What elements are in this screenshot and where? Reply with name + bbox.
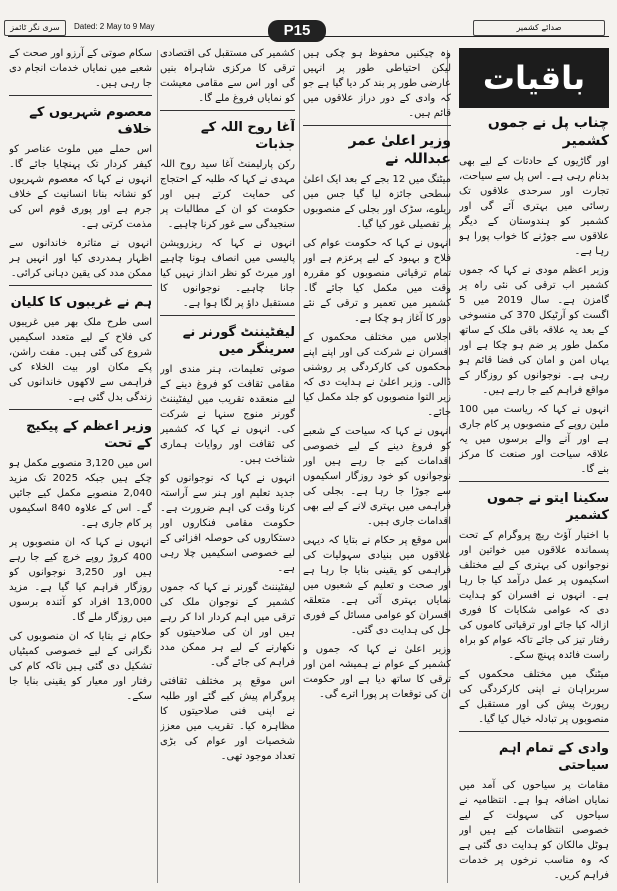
article-paragraph: انہوں نے کہا کہ ریاست میں 100 ملین روپے کے منصوبوں پر کام جاری ہے اور آنے والے برسوں میں یہ علاقہ سیاحت اور صنعت کا مرکز بنے گا۔ (459, 404, 609, 475)
section-label-left: سری نگر ٹائمز (4, 20, 66, 36)
article-paragraph: با اختیار آؤٹ ریچ پروگرام کے تحت پسماندہ علاقوں میں خواتین اور نوجوانوں کی بہتری کے لیے مختلف اسکیموں پر عمل درآمد کیا جا رہا ہے۔ انہوں نے افسران کو ہدایت دی کہ عوامی شکایات کا فوری ازالہ کیا جائے اور ترقیاتی کاموں کی رفتار تیز کی جائے تاکہ عوام کو براہ راست فائدہ پہنچ سکے۔ (459, 530, 609, 661)
article-paragraph: حکام نے بتایا کہ ان منصوبوں کی نگرانی کے لیے خصوصی کمیٹیاں تشکیل دی گئی ہیں تاکہ کام کی رفتار اور معیار کو یقینی بنایا جا سکے۔ (9, 631, 152, 702)
article-paragraph: سکام صوتی کے آرزو اور صحت کے شعبے میں نمایاں خدمات انجام دی جا رہی ہیں۔ (9, 48, 152, 89)
page-header (0, 0, 617, 46)
page-number-badge: P15 (268, 20, 326, 42)
article-paragraph: انہوں نے کہا کہ حکومت عوام کی فلاح و بہبود کے لیے پرعزم ہے اور تمام ترقیاتی منصوبوں کو مقررہ وقت میں مکمل کیا جائے گا۔ کشمیر میں تعمیر و ترقی کے نئے دور کا آغاز ہو چکا ہے۔ (303, 238, 451, 324)
column-4 (9, 46, 152, 885)
article-heading: ہم نے غریبوں کا کلیان (10, 295, 152, 310)
article-paragraph: میٹنگ میں 12 بجے کے بعد ایک اعلیٰ سطحی جائزہ لیا گیا جس میں ریلوے، سڑک اور بجلی کے منصوبوں پر تفصیلی غور کیا گیا۔ (303, 174, 451, 230)
article-heading: وزیر اعلیٰ عمر عبداللہ نے (348, 133, 451, 167)
column-divider (157, 50, 158, 883)
section-label-right: صدائے کشمیر (473, 20, 605, 36)
article-paragraph: وزیر اعلیٰ نے کہا کہ جموں و کشمیر کے عوام نے ہمیشہ امن اور ترقی کا ساتھ دیا ہے اور حکومت ان کی توقعات پر پورا اترے گی۔ (303, 644, 451, 700)
article-paragraph: انہوں نے کہا کہ ان منصوبوں پر 400 کروڑ روپے خرچ کیے جا رہے ہیں اور 3,250 نوجوانوں کو روزگار فراہم کیا گیا ہے۔ مزید 13,000 افراد کو آئندہ برسوں میں روزگار ملے گا۔ (9, 537, 152, 623)
article-paragraph: کشمیر کی مستقبل کی اقتصادی ترقی کا مرکزی شاہراہ بنیں گی اور اس سے مقامی معیشت کو نمایاں فروغ ملے گا۔ (160, 48, 295, 104)
article-divider (459, 731, 609, 732)
article-paragraph: اس میں 3,120 منصوبے مکمل ہو چکے ہیں جبکہ 2025 تک مزید 2,040 منصوبے مکمل کیے جائیں گے۔ اس کے علاوہ 840 اسکیموں پر کام جاری ہے۔ (9, 458, 152, 529)
article-divider (303, 125, 451, 126)
column-3 (160, 46, 295, 885)
article-paragraph: انہوں نے کہا کہ نوجوانوں کو جدید تعلیم اور ہنر سے آراستہ کرنا وقت کی اہم ضرورت ہے۔ حکومت مقامی فنکاروں اور دستکاروں کی حوصلہ افزائی کے لیے خصوصی اسکیمیں چلا رہی ہے۔ (160, 473, 295, 574)
article-heading: آغا روح اللہ کے جذبات (200, 120, 295, 152)
article-paragraph: اس موقع پر حکام نے بتایا کہ دیہی علاقوں میں بنیادی سہولیات کی فراہمی کو یقینی بنایا جا رہا ہے اور صحت و تعلیم کے شعبوں میں نمایاں بہتری آئی ہے۔ متعلقہ افسران کو عوامی مسائل کے فوری حل کی ہدایت دی گئی۔ (303, 535, 451, 636)
article-divider (459, 481, 609, 482)
article-divider (160, 315, 295, 316)
column-1 (459, 46, 609, 885)
article-paragraph: انہوں نے کہا کہ ریزرویشن پالیسی میں انصاف ہونا چاہیے اور میرٹ کو نظر انداز نہیں کیا جانا چاہیے۔ نوجوانوں کا مستقبل داؤ پر لگا ہوا ہے۔ (160, 238, 295, 309)
column-divider (299, 50, 300, 883)
article-paragraph: صوتی تعلیمات، ہنر مندی اور مقامی ثقافت کو فروغ دینے کے لیے منعقدہ تقریب میں لیفٹیننٹ گورنر منوج سنہا نے شرکت کی۔ انہوں نے کہا کہ کشمیر کی ثقافت اور روایات ہماری شناخت ہیں۔ (160, 364, 295, 465)
article-paragraph: رکن پارلیمنٹ آغا سید روح اللہ مہدی نے کہا کہ طلبہ کے احتجاج کی حمایت کرتے ہیں اور حکومت کو ان کے مطالبات پر سنجیدگی سے غور کرنا چاہیے۔ (160, 159, 295, 230)
article-heading: وادی کے تمام اہم سیاحتی (498, 741, 609, 773)
article-heading: چناب پل نے جموں کشمیر (487, 115, 609, 149)
issue-date: Dated: 2 May to 9 May (74, 22, 155, 31)
article-paragraph: انہوں نے متاثرہ خاندانوں سے اظہار ہمدردی کیا اور انہیں ہر ممکن مدد کی یقین دہانی کرائی۔ (9, 238, 152, 279)
article-divider (9, 285, 152, 286)
article-paragraph: اور گاڑیوں کے حادثات کے لیے بھی بدنام رہی ہے۔ اس پل سے سیاحت، تجارت اور سرحدی علاقوں تک رسائی میں بہتری آئے گی اور کشمیر کو ہندوستان کے دیگر علاقوں سے جوڑنے کا خواب پورا ہو رہا ہے۔ (459, 156, 609, 257)
article-paragraph: انہوں نے کہا کہ سیاحت کے شعبے کو فروغ دینے کے لیے خصوصی اقدامات کیے جا رہے ہیں اور نوجوانوں کو خود روزگار اسکیموں سے جوڑا جا رہا ہے۔ بجلی کی فراہمی میں بہتری لانے کے لیے بھی اقدامات جاری ہیں۔ (303, 426, 451, 527)
article-divider (9, 95, 152, 96)
column-2 (303, 46, 451, 885)
header-divider (8, 36, 609, 37)
article-heading: لیفٹیننٹ گورنر نے سرینگر میں (182, 325, 295, 357)
article-paragraph: اس حملے میں ملوث عناصر کو کیفر کردار تک پہنچایا جائے گا۔ انہوں نے کہا کہ معصوم شہریوں کو نشانہ بنانا انسانیت کے خلاف جرم ہے اور پوری قوم اس کی مذمت کرتی ہے۔ (9, 144, 152, 230)
article-divider (9, 409, 152, 410)
article-heading: معصوم شہریوں کے خلاف (29, 105, 152, 137)
section-banner: باقیات (459, 48, 609, 108)
article-heading: سکینا ایتو نے جموں کشمیر (486, 491, 609, 523)
article-divider (160, 110, 295, 111)
article-paragraph: مقامات پر سیاحوں کی آمد میں نمایاں اضافہ ہوا ہے۔ انتظامیہ نے سیاحوں کی سہولت کے لیے خصوصی انتظامات کیے ہیں اور ہوٹل مالکان کو ہدایت دی گئی ہے کہ وہ مناسب نرخوں پر خدمات فراہم کریں۔ (459, 780, 609, 881)
article-paragraph: اجلاس میں مختلف محکموں کے افسران نے شرکت کی اور اپنے اپنے محکموں کی کارکردگی پر روشنی ڈالی۔ وزیر اعلیٰ نے ہدایت دی کہ زیر التوا منصوبوں کو جلد مکمل کیا جائے۔ (303, 332, 451, 418)
article-paragraph: اس موقع پر مختلف ثقافتی پروگرام پیش کیے گئے اور طلبہ نے اپنی فنی صلاحیتوں کا مظاہرہ کیا۔ تقریب میں معزز شخصیات اور عوام کی بڑی تعداد موجود تھی۔ (160, 676, 295, 762)
article-heading: وزیر اعظم کے پیکیج کے تحت (26, 419, 152, 451)
article-paragraph: وہ چیکنیں محفوظ ہو چکی ہیں لیکن احتیاطی طور پر انہیں عارضی طور پر بند کر دیا گیا ہے جو کہ وادی کے دور دراز علاقوں میں قائم ہیں۔ (303, 48, 451, 119)
article-paragraph: لیفٹیننٹ گورنر نے کہا کہ جموں کشمیر کے نوجوان ملک کی ترقی میں اہم کردار ادا کر رہے ہیں اور ان کی صلاحیتوں کو نکھارنے کے لیے ہر ممکن مدد فراہم کی جائے گی۔ (160, 582, 295, 668)
article-paragraph: وزیر اعظم مودی نے کہا کہ جموں کشمیر اب ترقی کی نئی راہ پر گامزن ہے۔ سال 2019 میں 5 اگست کو آرٹیکل 370 کی منسوخی کے بعد یہ علاقہ باقی ملک کے ساتھ مکمل طور پر ضم ہو چکا ہے اور یہاں امن و امان کی فضا قائم ہو رہی ہے۔ نوجوانوں کو روزگار کے مواقع فراہم کیے جا رہے ہیں۔ (459, 265, 609, 396)
article-paragraph: اسی طرح ملک بھر میں غریبوں کی فلاح کے لیے متعدد اسکیمیں شروع کی گئی ہیں۔ مفت راشن، پکے مکان اور بیت الخلاء کی فراہمی سے لاکھوں خاندانوں کی زندگی بدل گئی ہے۔ (9, 317, 152, 403)
article-paragraph: میٹنگ میں مختلف محکموں کے سربراہان نے اپنی کارکردگی کی رپورٹ پیش کی اور مستقبل کے منصوبوں پر تبادلہ خیال کیا گیا۔ (459, 669, 609, 725)
